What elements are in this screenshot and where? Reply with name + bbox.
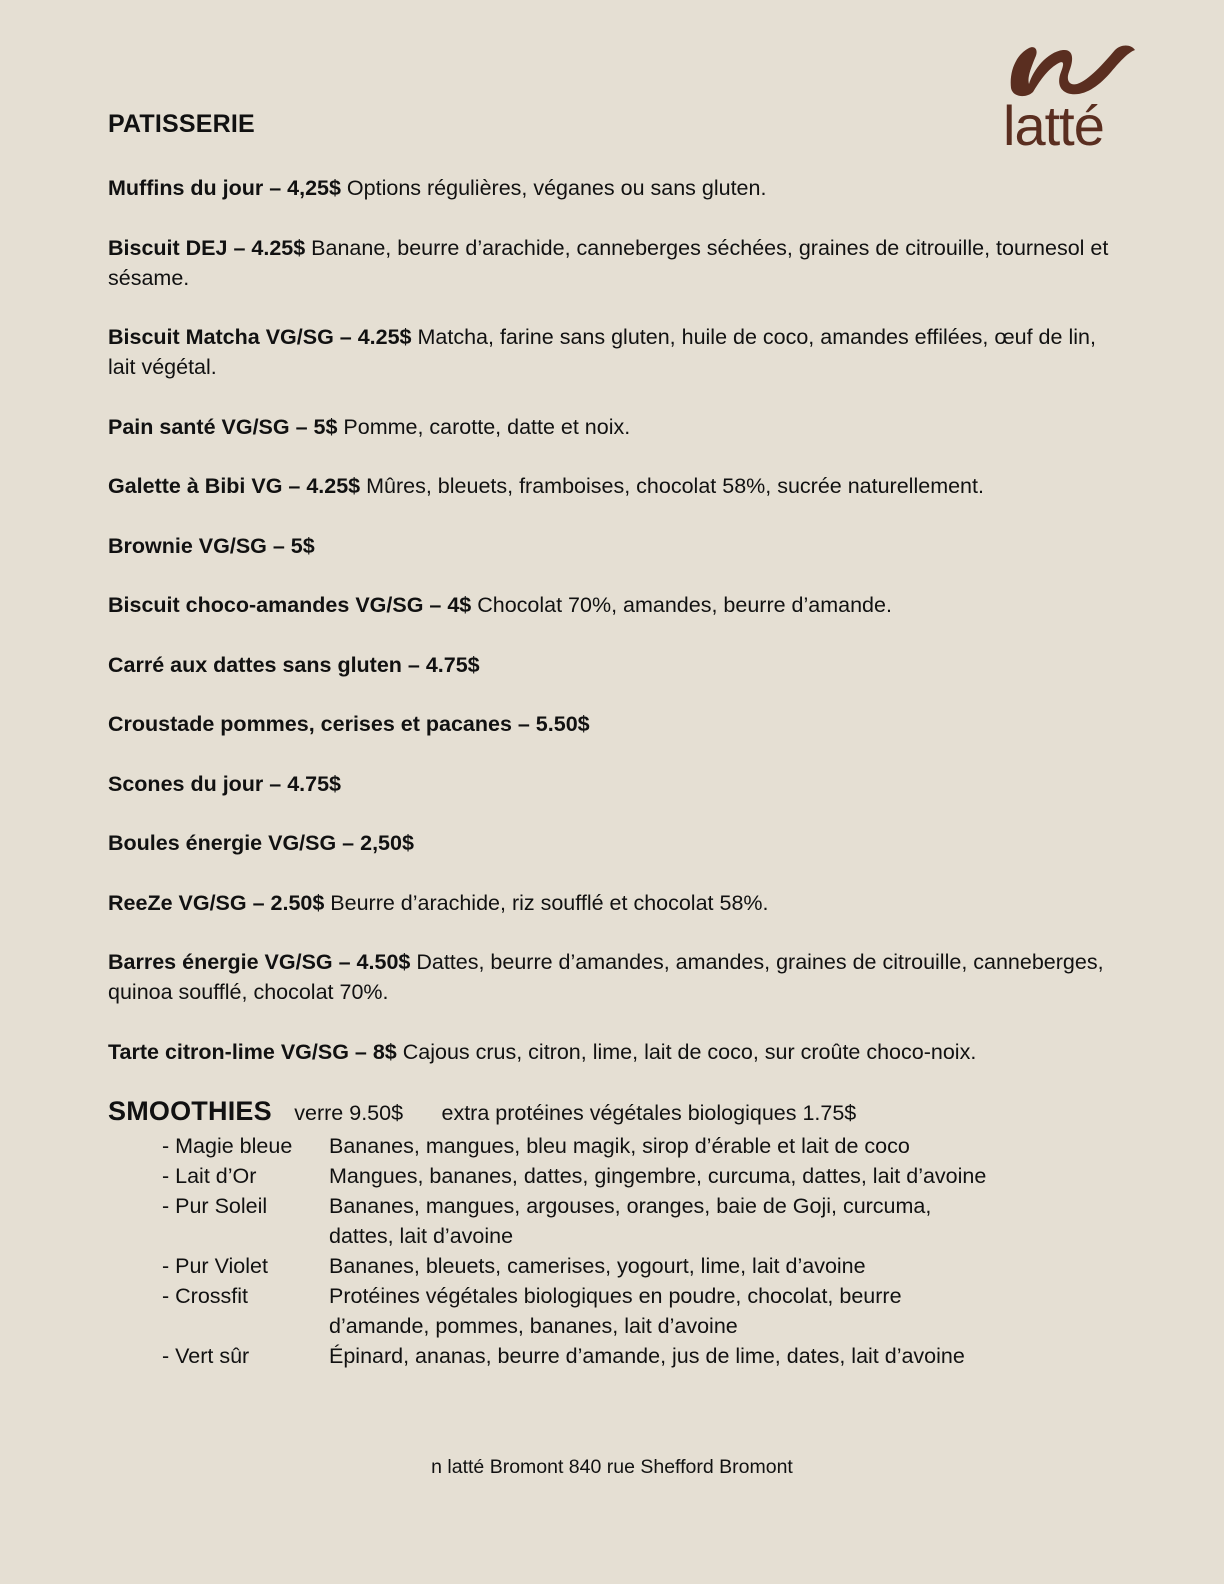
smoothie-item xyxy=(162,1251,1062,1281)
smoothies-header xyxy=(108,1096,1108,1127)
smoothies-extra-protein: extra protéines végétales biologiques 1.75$ xyxy=(441,1101,857,1125)
menu-item-name-price: ReeZe VG/SG – 2.50$ xyxy=(108,890,325,915)
menu-item-name-price: Carré aux dattes sans gluten – 4.75$ xyxy=(108,652,480,677)
menu-item xyxy=(108,322,1118,382)
menu-item-name-price: Muffins du jour – 4,25$ xyxy=(108,176,341,200)
menu-item-description: Options régulières, véganes ou sans gluten. xyxy=(340,176,767,200)
menu-item-name-price: Pain santé VG/SG – 5$ xyxy=(108,414,338,439)
patisserie-list xyxy=(108,173,1118,1096)
menu-item-description: Banane, beurre d’arachide, canneberges séchées, graines de citrouille, tournesol et sésame. xyxy=(108,235,1109,290)
smoothies-price: verre 9.50$ xyxy=(294,1101,404,1125)
menu-item xyxy=(108,412,1118,442)
menu-item xyxy=(108,947,1118,1007)
menu-item xyxy=(108,769,1118,799)
smoothie-list xyxy=(162,1131,1062,1371)
smoothie-ingredients: Épinard, ananas, beurre d’amande, jus de lime, dates, lait d’avoine xyxy=(329,1344,965,1368)
smoothie-item xyxy=(162,1191,1062,1251)
menu-item xyxy=(108,650,1118,680)
menu-item-description: Cajous crus, citron, lime, lait de coco, sur croûte choco-noix. xyxy=(396,1039,977,1064)
patisserie-title: PATISSERIE xyxy=(108,110,255,138)
menu-item-name-price: Brownie VG/SG – 5$ xyxy=(108,533,315,558)
smoothie-ingredients: Bananes, bleuets, camerises, yogourt, lime, lait d’avoine xyxy=(329,1254,866,1278)
menu-item xyxy=(108,471,1118,501)
smoothie-name: - Pur Violet xyxy=(162,1254,268,1278)
menu-item xyxy=(108,1037,1118,1067)
smoothie-name: - Crossfit xyxy=(162,1284,248,1308)
menu-item-name-price: Scones du jour – 4.75$ xyxy=(108,771,342,796)
logo-n-swirl-icon xyxy=(1003,40,1153,100)
menu-item xyxy=(108,233,1118,293)
menu-item xyxy=(108,590,1118,620)
menu-item-name-price: Galette à Bibi VG – 4.25$ xyxy=(108,474,361,498)
menu-item-description: Matcha, farine sans gluten, huile de coco, amandes effilées, œuf de lin, lait végétal. xyxy=(108,325,1096,379)
smoothie-name: - Magie bleue xyxy=(162,1134,293,1158)
menu-item xyxy=(108,173,1118,203)
smoothie-name: - Pur Soleil xyxy=(162,1194,268,1218)
brand-logo xyxy=(1003,40,1153,170)
smoothie-name: - Lait d’Or xyxy=(162,1164,257,1188)
menu-item-name-price: Tarte citron-lime VG/SG – 8$ xyxy=(108,1039,397,1064)
smoothie-item xyxy=(162,1281,1062,1341)
logo-wordmark: latté xyxy=(1003,94,1104,157)
menu-item xyxy=(108,828,1118,858)
menu-item-description: Chocolat 70%, amandes, beurre d’amande. xyxy=(471,593,892,617)
smoothies-title: SMOOTHIES xyxy=(108,1096,272,1126)
menu-item xyxy=(108,888,1118,918)
menu-item xyxy=(108,531,1118,561)
smoothie-ingredients: Mangues, bananes, dattes, gingembre, curcuma, dattes, lait d’avoine xyxy=(329,1164,987,1188)
smoothie-item xyxy=(162,1341,1062,1371)
smoothie-item xyxy=(162,1161,1062,1191)
menu-item-name-price: Croustade pommes, cerises et pacanes – 5.50$ xyxy=(108,712,590,736)
menu-item-name-price: Biscuit choco-amandes VG/SG – 4$ xyxy=(108,593,472,617)
smoothie-ingredients: Bananes, mangues, argouses, oranges, baie de Goji, curcuma, dattes, lait d’avoine xyxy=(329,1194,932,1248)
menu-item-name-price: Biscuit DEJ – 4.25$ xyxy=(108,235,306,260)
footer-address: n latté Bromont 840 rue Shefford Bromont xyxy=(431,1456,793,1478)
menu-item-description: Beurre d’arachide, riz soufflé et chocolat 58%. xyxy=(324,890,769,915)
smoothie-ingredients: Protéines végétales biologiques en poudre, chocolat, beurre d’amande, pommes, bananes, lait d’avoine xyxy=(329,1284,902,1338)
menu-item-name-price: Biscuit Matcha VG/SG – 4.25$ xyxy=(108,325,412,349)
smoothie-item xyxy=(162,1131,1062,1161)
menu-item-name-price: Barres énergie VG/SG – 4.50$ xyxy=(108,950,411,974)
menu-item-name-price: Boules énergie VG/SG – 2,50$ xyxy=(108,831,414,855)
menu-item xyxy=(108,709,1118,739)
menu-item-description: Mûres, bleuets, framboises, chocolat 58%, sucrée naturellement. xyxy=(360,474,984,498)
smoothie-name: - Vert sûr xyxy=(162,1344,250,1368)
menu-item-description: Dattes, beurre d’amandes, amandes, graines de citrouille, canneberges, quinoa soufflé, chocolat 70%. xyxy=(108,950,1104,1004)
smoothie-ingredients: Bananes, mangues, bleu magik, sirop d’érable et lait de coco xyxy=(329,1134,910,1158)
menu-item-description: Pomme, carotte, datte et noix. xyxy=(337,414,631,439)
